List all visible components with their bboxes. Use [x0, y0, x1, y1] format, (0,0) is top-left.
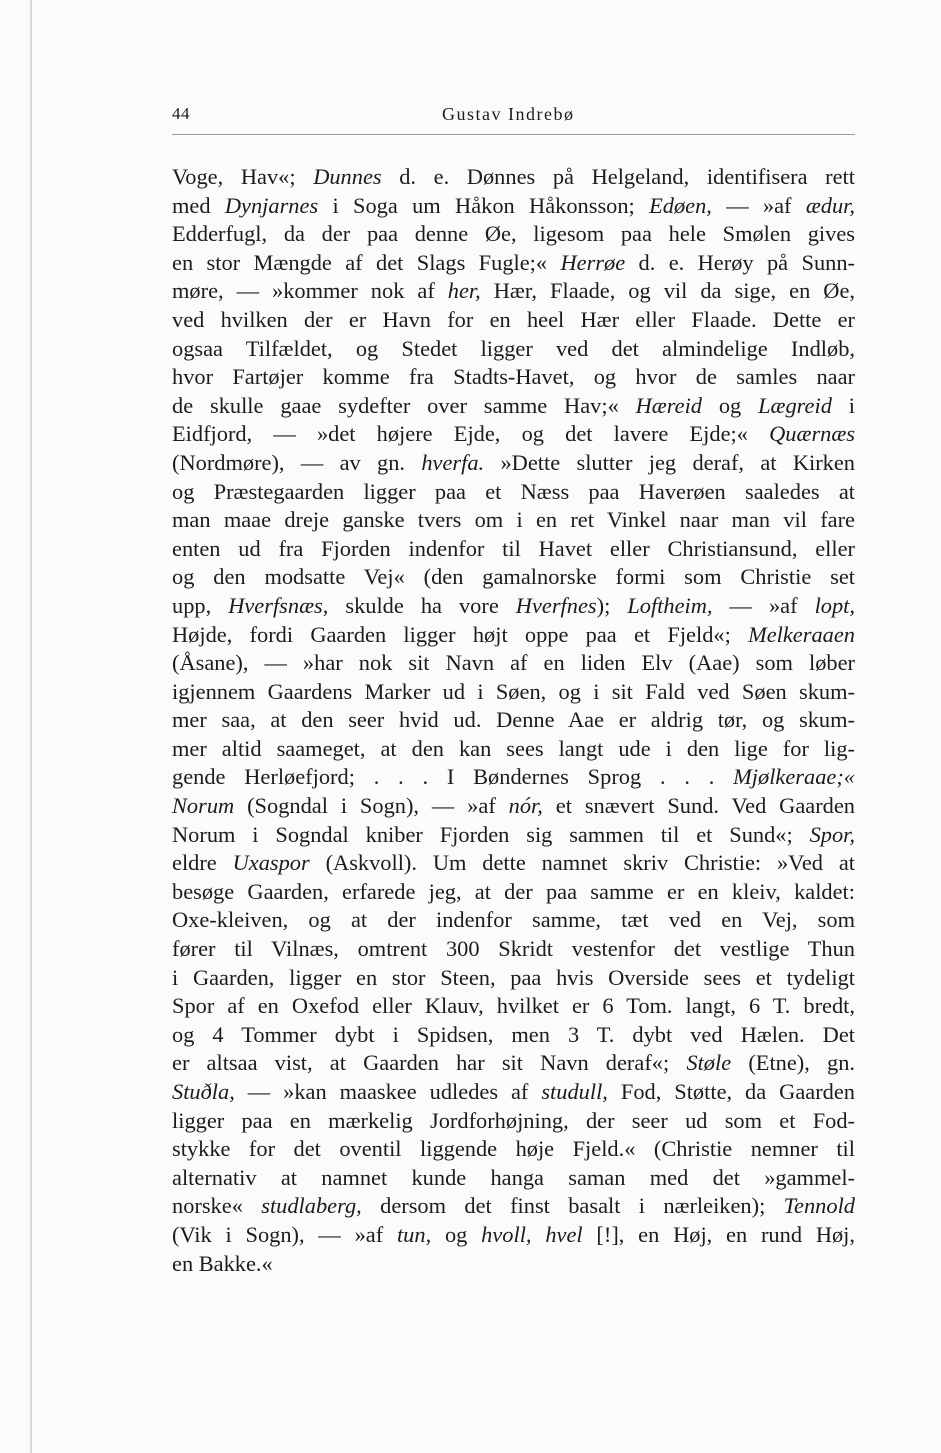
body-text — [172, 163, 855, 1278]
text-run: »Dette slutter jeg deraf, at Kirken — [484, 449, 856, 475]
text-run: enten ud fra Fjorden indenfor til Havet eller Christiansund, eller — [172, 535, 855, 561]
text-line — [172, 935, 855, 964]
text-run: og 4 Tommer dybt i Spidsen, men 3 T. dybt ved Hælen. Det — [172, 1021, 855, 1047]
text-run: d. e. Herøy på Sunn- — [625, 249, 855, 275]
text-line — [172, 1107, 855, 1136]
text-run: i Gaarden, ligger en stor Steen, paa hvis Overside sees et tydeligt — [172, 964, 855, 990]
page-header — [172, 104, 855, 135]
italic-term: Edøen, — [649, 192, 712, 218]
text-run: mer saa, at den seer hvid ud. Denne Aae er aldrig tør, og skum- — [172, 707, 855, 733]
italic-term: nór, — [508, 793, 543, 819]
text-run: mer altid saameget, at den kan sees langt ude i den lige for lig- — [172, 735, 855, 761]
text-line — [172, 821, 855, 850]
text-line — [172, 649, 855, 678]
text-run: skulde ha vore — [328, 592, 516, 618]
text-run: og Præstegaarden ligger paa et Næss paa Haverøen saaledes at — [172, 478, 855, 504]
text-line — [172, 363, 855, 392]
text-run: (Sogndal i Sogn), — »af — [234, 793, 509, 819]
text-line — [172, 735, 855, 764]
italic-term: Loftheim, — [627, 592, 713, 618]
italic-term: her, — [447, 278, 481, 304]
text-run: — »af — [711, 192, 806, 218]
text-line — [172, 1250, 855, 1279]
text-line — [172, 392, 855, 421]
italic-term: Hæreid — [635, 392, 702, 418]
text-run: og — [701, 392, 759, 418]
text-line — [172, 964, 855, 993]
text-line — [172, 277, 855, 306]
text-run: dersom det finst basalt i nærleiken); — [361, 1193, 784, 1219]
text-run: (Askvoll). Um dette namnet skriv Christie: »Ved at — [309, 850, 855, 876]
text-line — [172, 506, 855, 535]
text-run: (Vik i Sogn), — »af — [172, 1221, 397, 1247]
text-run: en Bakke.« — [172, 1250, 273, 1276]
text-run: Oxe-kleiven, og at der indenfor samme, tæt ved en Vej, som — [172, 907, 855, 933]
italic-term: Stuðla, — [172, 1079, 235, 1104]
text-run: man maae dreje ganske tvers om i en ret Vinkel naar man vil fare — [172, 507, 855, 533]
text-line — [172, 1049, 855, 1078]
italic-term: Dynjarnes — [224, 192, 319, 218]
text-line — [172, 306, 855, 335]
italic-term: ædur, — [805, 192, 855, 218]
text-line — [172, 192, 855, 221]
text-run: med — [172, 192, 225, 218]
italic-term: studull, — [541, 1079, 608, 1104]
text-run: Norum i Sogndal kniber Fjorden sig sammen til et Sund«; — [172, 821, 810, 847]
text-run: besøge Gaarden, erfarede jeg, at der paa samme er en kleiv, kaldet: — [172, 878, 855, 904]
text-run: norske« — [172, 1193, 262, 1219]
text-run: et snævert Sund. Ved Gaarden — [542, 793, 855, 819]
text-line — [172, 878, 855, 907]
text-run: hvor Fartøjer komme fra Stadts-Havet, og hvor de samles naar — [172, 364, 855, 390]
text-line — [172, 621, 855, 650]
text-run: igjennem Gaardens Marker ud i Søen, og i sit Fald ved Søen skum- — [172, 678, 855, 704]
text-run: ); — [596, 592, 628, 618]
text-line — [172, 535, 855, 564]
text-run: alternativ at namnet kunde hanga saman med det »gammel- — [172, 1164, 855, 1190]
text-run: Fod, Støtte, da Gaarden — [607, 1079, 855, 1104]
text-line — [172, 678, 855, 707]
text-run: — »af — [712, 592, 815, 618]
italic-term: Tennold — [783, 1193, 855, 1219]
running-head: Gustav Indrebø — [442, 104, 575, 124]
text-run: møre, — »kommer nok af — [172, 278, 448, 304]
text-run: — »kan maaskee udledes af — [234, 1079, 542, 1104]
text-line — [172, 792, 855, 821]
text-run: og den modsatte Vej« (den gamalnorske formi som Christie set — [172, 564, 855, 590]
italic-term: tun, — [396, 1221, 432, 1247]
text-line — [172, 420, 855, 449]
text-line — [172, 220, 855, 249]
text-run: Hær, Flaade, og vil da sige, en Øe, — [480, 278, 855, 304]
text-run: Edderfugl, da der paa denne Øe, ligesom paa hele Smølen gives — [172, 221, 855, 247]
text-line — [172, 449, 855, 478]
italic-term: Dunnes — [313, 164, 382, 189]
text-run: er altsaa vist, at Gaarden har sit Navn deraf«; — [172, 1050, 687, 1076]
italic-term: Herrøe — [560, 249, 626, 275]
text-run: eldre — [172, 850, 233, 876]
text-run: i Soga um Håkon Håkonsson; — [318, 192, 650, 218]
text-line — [172, 1192, 855, 1221]
text-run: gende Herløefjord; . . . I Bøndernes Sprog . . . — [172, 764, 734, 790]
text-run: ved hvilken der er Havn for en heel Hær eller Flaade. Dette er — [172, 306, 855, 332]
text-run: og — [431, 1221, 482, 1247]
text-run: Højde, fordi Gaarden ligger højt oppe paa et Fjeld«; — [172, 621, 749, 647]
italic-term: Mjølkeraae;« — [733, 764, 855, 790]
italic-term: Uxaspor — [232, 850, 310, 876]
italic-term: Quærnæs — [769, 421, 855, 447]
text-line — [172, 1078, 855, 1107]
text-line — [172, 906, 855, 935]
text-run: i — [831, 392, 855, 418]
text-line — [172, 563, 855, 592]
italic-term: Lægreid — [758, 392, 832, 418]
text-line — [172, 706, 855, 735]
italic-term: Støle — [686, 1050, 732, 1076]
text-run: Spor af en Oxefod eller Klauv, hvilket er 6 Tom. langt, 6 T. bredt, — [172, 993, 855, 1019]
text-run: de skulle gaae sydefter over samme Hav;« — [172, 392, 636, 418]
text-run: ligger paa en mærkelig Jordforhøjning, der seer ud som et Fod- — [172, 1107, 855, 1133]
text-run: en stor Mængde af det Slags Fugle;« — [172, 249, 561, 275]
italic-term: Melkeraaen — [748, 621, 855, 647]
italic-term: Hverfsnæs, — [228, 592, 329, 618]
text-line — [172, 1135, 855, 1164]
text-run: (Nordmøre), — av gn. — [172, 449, 422, 475]
text-run: upp, — [172, 592, 229, 618]
italic-term: Norum — [172, 793, 235, 819]
text-line — [172, 763, 855, 792]
text-run: (Etne), gn. — [731, 1050, 856, 1076]
text-run: Voge, Hav«; — [172, 164, 314, 189]
italic-term: hvoll, hvel — [481, 1221, 583, 1247]
text-run: Eidfjord, — »det højere Ejde, og det lavere Ejde;« — [172, 421, 770, 447]
text-run: ogsaa Tilfældet, og Stedet ligger ved det almindelige Indløb, — [172, 335, 855, 361]
text-run: stykke for det oventil liggende høje Fjeld.« (Christie nemner til — [172, 1136, 855, 1162]
text-line — [172, 1164, 855, 1193]
text-line — [172, 249, 855, 278]
text-line — [172, 335, 855, 364]
text-line — [172, 1221, 855, 1250]
text-run: (Åsane), — »har nok sit Navn af en liden Elv (Aae) som løber — [172, 650, 855, 676]
text-line — [172, 478, 855, 507]
italic-term: Hverfnes — [515, 592, 597, 618]
text-run: [!], en Høj, en rund Høj, — [582, 1221, 855, 1247]
italic-term: studlaberg, — [261, 1193, 362, 1219]
text-line — [172, 1021, 855, 1050]
page-edge — [30, 0, 32, 1453]
italic-term: lopt, — [814, 592, 855, 618]
page-number: 44 — [172, 104, 190, 123]
italic-term: hverfa. — [421, 449, 485, 475]
text-run: d. e. Dønnes på Helgeland, identifisera rett — [381, 164, 856, 189]
text-line — [172, 163, 855, 192]
text-line — [172, 849, 855, 878]
text-run: fører til Vilnæs, omtrent 300 Skridt vestenfor det vestlige Thun — [172, 936, 855, 962]
italic-term: Spor, — [809, 821, 855, 847]
text-line — [172, 992, 855, 1021]
text-line — [172, 592, 855, 621]
